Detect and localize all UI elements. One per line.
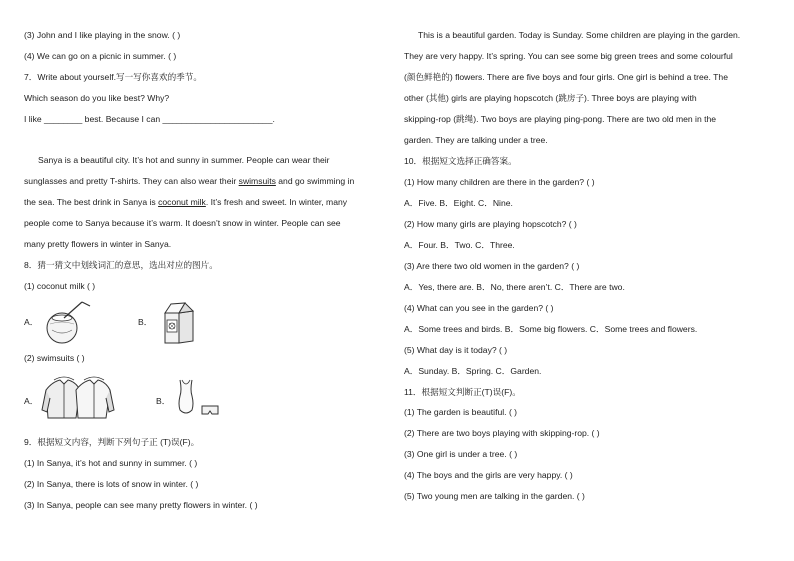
q8-item-2: (2) swimsuits ( ) bbox=[24, 353, 85, 363]
passage2-line4: other (其他) girls are playing hopscotch (跳房子). Three boys are playing with bbox=[404, 93, 697, 103]
passage1-line5: many pretty flowers in winter in Sanya. bbox=[24, 239, 172, 249]
swimsuit-icon bbox=[174, 376, 222, 422]
coats-icon bbox=[40, 376, 116, 422]
q7-answer-line: I like ________ best. Because I can _______________________. bbox=[24, 114, 275, 124]
q10-item-5: (5) What day is it today? ( ) bbox=[404, 345, 508, 355]
coconut-icon bbox=[38, 300, 96, 346]
q10-item-2-options: A．Four. B．Two. C．Three. bbox=[404, 240, 515, 250]
q10-item-1: (1) How many children are there in the garden? ( ) bbox=[404, 177, 595, 187]
q11-item-3: (3) One girl is under a tree. ( ) bbox=[404, 449, 518, 459]
q8-1-option-a-label: A． bbox=[24, 317, 39, 327]
passage2-line1: This is a beautiful garden. Today is Sunday. Some children are playing in the garden. bbox=[418, 30, 741, 40]
q10-item-5-options: A．Sunday. B．Spring. C．Garden. bbox=[404, 366, 542, 376]
q9-title: 9．根据短文内容，判断下列句子正 (T)误(F)。 bbox=[24, 437, 200, 447]
passage2-line6: garden. They are talking under a tree. bbox=[404, 135, 548, 145]
q8-title: 8．猜一猜文中划线词汇的意思，选出对应的图片。 bbox=[24, 260, 218, 270]
q8-2-option-a-label: A． bbox=[24, 396, 39, 406]
passage2-line3: (颜色鲜艳的) flowers. There are five boys and four girls. One girl is behind a tree. The bbox=[404, 72, 728, 82]
passage1-line4: people come to Sanya because it’s warm. It doesn’t snow in winter. People can see bbox=[24, 218, 341, 228]
milk-carton-icon bbox=[159, 301, 199, 345]
q7-title: 7．Write about yourself.写一写你喜欢的季节。 bbox=[24, 72, 202, 82]
q11-item-1: (1) The garden is beautiful. ( ) bbox=[404, 407, 518, 417]
underlined-swimsuits: swimsuits bbox=[238, 176, 276, 186]
q10-item-1-options: A．Five. B．Eight. C．Nine. bbox=[404, 198, 513, 208]
q11-item-2: (2) There are two boys playing with skipping-rop. ( ) bbox=[404, 428, 600, 438]
q9-item-2: (2) In Sanya, there is lots of snow in winter. ( ) bbox=[24, 479, 199, 489]
q8-item-1: (1) coconut milk ( ) bbox=[24, 281, 96, 291]
q10-item-2: (2) How many girls are playing hopscotch? ( ) bbox=[404, 219, 577, 229]
q10-item-3-options: A．Yes, there are. B．No, there aren’t. C．There are two. bbox=[404, 282, 625, 292]
passage1-line2: sunglasses and pretty T-shirts. They can also wear their swimsuits and go swimming in bbox=[24, 176, 355, 186]
q6-item-3: (3) John and I like playing in the snow. ( ) bbox=[24, 30, 181, 40]
q11-title: 11．根据短文判断正(T)误(F)。 bbox=[404, 387, 521, 397]
passage1-line3: the sea. The best drink in Sanya is coconut milk. It’s fresh and sweet. In winter, many bbox=[24, 197, 348, 207]
passage2-line2: They are very happy. It’s spring. You can see some big green trees and some colourful bbox=[404, 51, 733, 61]
q10-title: 10．根据短文选择正确答案。 bbox=[404, 156, 517, 166]
q11-item-5: (5) Two young men are talking in the garden. ( ) bbox=[404, 491, 585, 501]
q10-item-4: (4) What can you see in the garden? ( ) bbox=[404, 303, 554, 313]
q6-item-4: (4) We can go on a picnic in summer. ( ) bbox=[24, 51, 177, 61]
q9-item-1: (1) In Sanya, it’s hot and sunny in summer. ( ) bbox=[24, 458, 198, 468]
q7-question: Which season do you like best? Why? bbox=[24, 93, 170, 103]
q9-item-3: (3) In Sanya, people can see many pretty flowers in winter. ( ) bbox=[24, 500, 258, 510]
underlined-coconut-milk: coconut milk bbox=[158, 197, 206, 207]
q8-1-option-b-label: B． bbox=[138, 317, 153, 327]
q11-item-4: (4) The boys and the girls are very happy. ( ) bbox=[404, 470, 573, 480]
q10-item-4-options: A．Some trees and birds. B．Some big flowers. C．Some trees and flowers. bbox=[404, 324, 698, 334]
passage1-line1: Sanya is a beautiful city. It’s hot and sunny in summer. People can wear their bbox=[38, 155, 330, 165]
q10-item-3: (3) Are there two old women in the garden? ( ) bbox=[404, 261, 580, 271]
q8-2-option-b-label: B． bbox=[156, 396, 171, 406]
passage2-line5: skipping-rop (跳绳). Two boys are playing ping-pong. There are two old men in the bbox=[404, 114, 717, 124]
